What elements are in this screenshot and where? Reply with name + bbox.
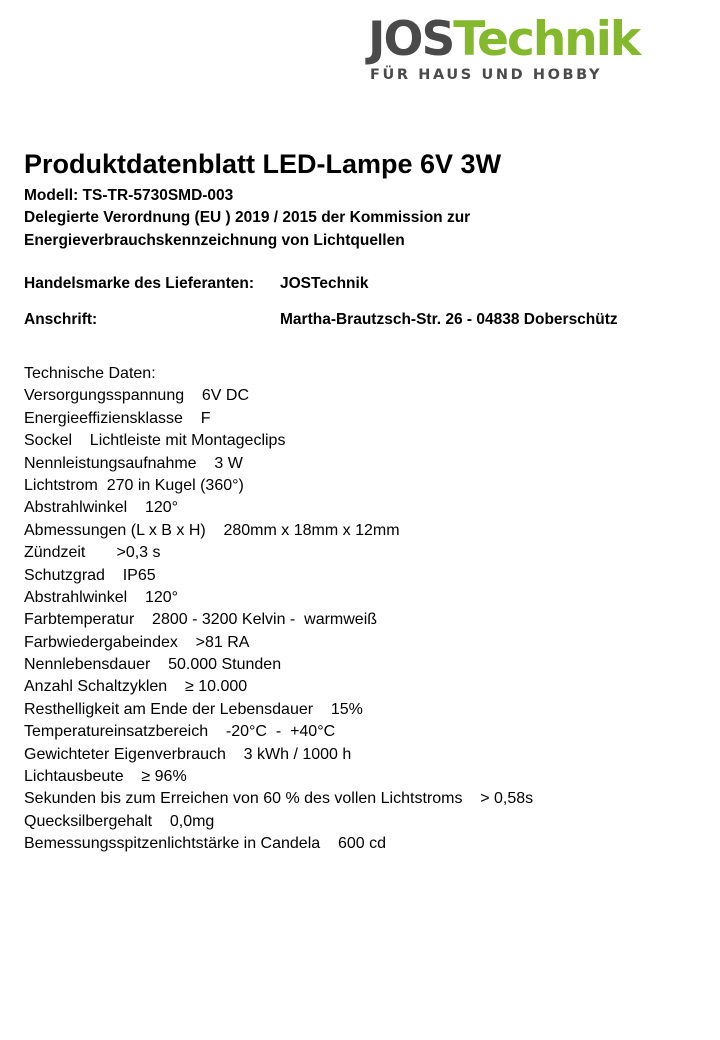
document-title: Produktdatenblatt LED-Lampe 6V 3W bbox=[24, 149, 502, 179]
spec-line: Versorgungsspannung 6V DC bbox=[24, 387, 250, 405]
technical-data-list bbox=[24, 363, 533, 856]
spec-line: Sockel Lichtleiste mit Montageclips bbox=[24, 432, 286, 450]
logo-tagline: FÜR HAUS UND HOBBY bbox=[370, 67, 603, 83]
supplier-trademark-label: Handelsmarke des Lieferanten: bbox=[24, 275, 255, 292]
spec-line: Farbtemperatur 2800 - 3200 Kelvin - warmweiß bbox=[24, 611, 378, 629]
spec-line: Nennleistungsaufnahme 3 W bbox=[24, 454, 243, 472]
logo-part-technik: Technik bbox=[453, 12, 640, 67]
technical-data-heading: Technische Daten: bbox=[24, 365, 156, 382]
brand-logo bbox=[368, 14, 678, 84]
spec-line: Abmessungen (L x B x H) 280mm x 18mm x 12mm bbox=[24, 521, 400, 539]
address-label: Anschrift: bbox=[24, 311, 98, 328]
spec-line: Resthelligkeit am Ende der Lebensdauer 15% bbox=[24, 700, 363, 718]
regulation-line-2: Energieverbrauchskennzeichnung von Lichtquellen bbox=[24, 232, 405, 249]
spec-line: Schutzgrad IP65 bbox=[24, 566, 156, 584]
spec-line: Zündzeit >0,3 s bbox=[24, 544, 161, 562]
address-value: Martha-Brautzsch-Str. 26 - 04838 Doberschütz bbox=[280, 311, 618, 328]
spec-line: Farbwiedergabeindex >81 RA bbox=[24, 633, 250, 651]
spec-line: Abstrahlwinkel 120° bbox=[24, 499, 179, 517]
model-line: Modell: TS-TR-5730SMD-003 bbox=[24, 187, 234, 204]
spec-line: Sekunden bis zum Erreichen von 60 % des vollen Lichtstroms > 0,58s bbox=[24, 790, 534, 808]
spec-line: Nennlebensdauer 50.000 Stunden bbox=[24, 656, 282, 674]
spec-line: Lichtstrom 270 in Kugel (360°) bbox=[24, 476, 244, 494]
logo-wordmark bbox=[368, 14, 639, 66]
logo-part-jos: JOS bbox=[368, 12, 454, 67]
spec-line: Anzahl Schaltzyklen ≥ 10.000 bbox=[24, 678, 248, 696]
supplier-trademark-value: JOSTechnik bbox=[280, 275, 369, 292]
spec-line: Lichtausbeute ≥ 96% bbox=[24, 768, 187, 786]
spec-line: Quecksilbergehalt 0,0mg bbox=[24, 812, 215, 830]
spec-line: Abstrahlwinkel 120° bbox=[24, 588, 179, 606]
regulation-line-1: Delegierte Verordnung (EU ) 2019 / 2015 der Kommission zur bbox=[24, 209, 471, 226]
spec-line: Temperatureinsatzbereich -20°C - +40°C bbox=[24, 723, 336, 741]
spec-line: Gewichteter Eigenverbrauch 3 kWh / 1000 h bbox=[24, 745, 352, 763]
spec-line: Bemessungsspitzenlichtstärke in Candela 600 cd bbox=[24, 835, 386, 853]
spec-line: Energieeffiziensklasse F bbox=[24, 409, 211, 427]
